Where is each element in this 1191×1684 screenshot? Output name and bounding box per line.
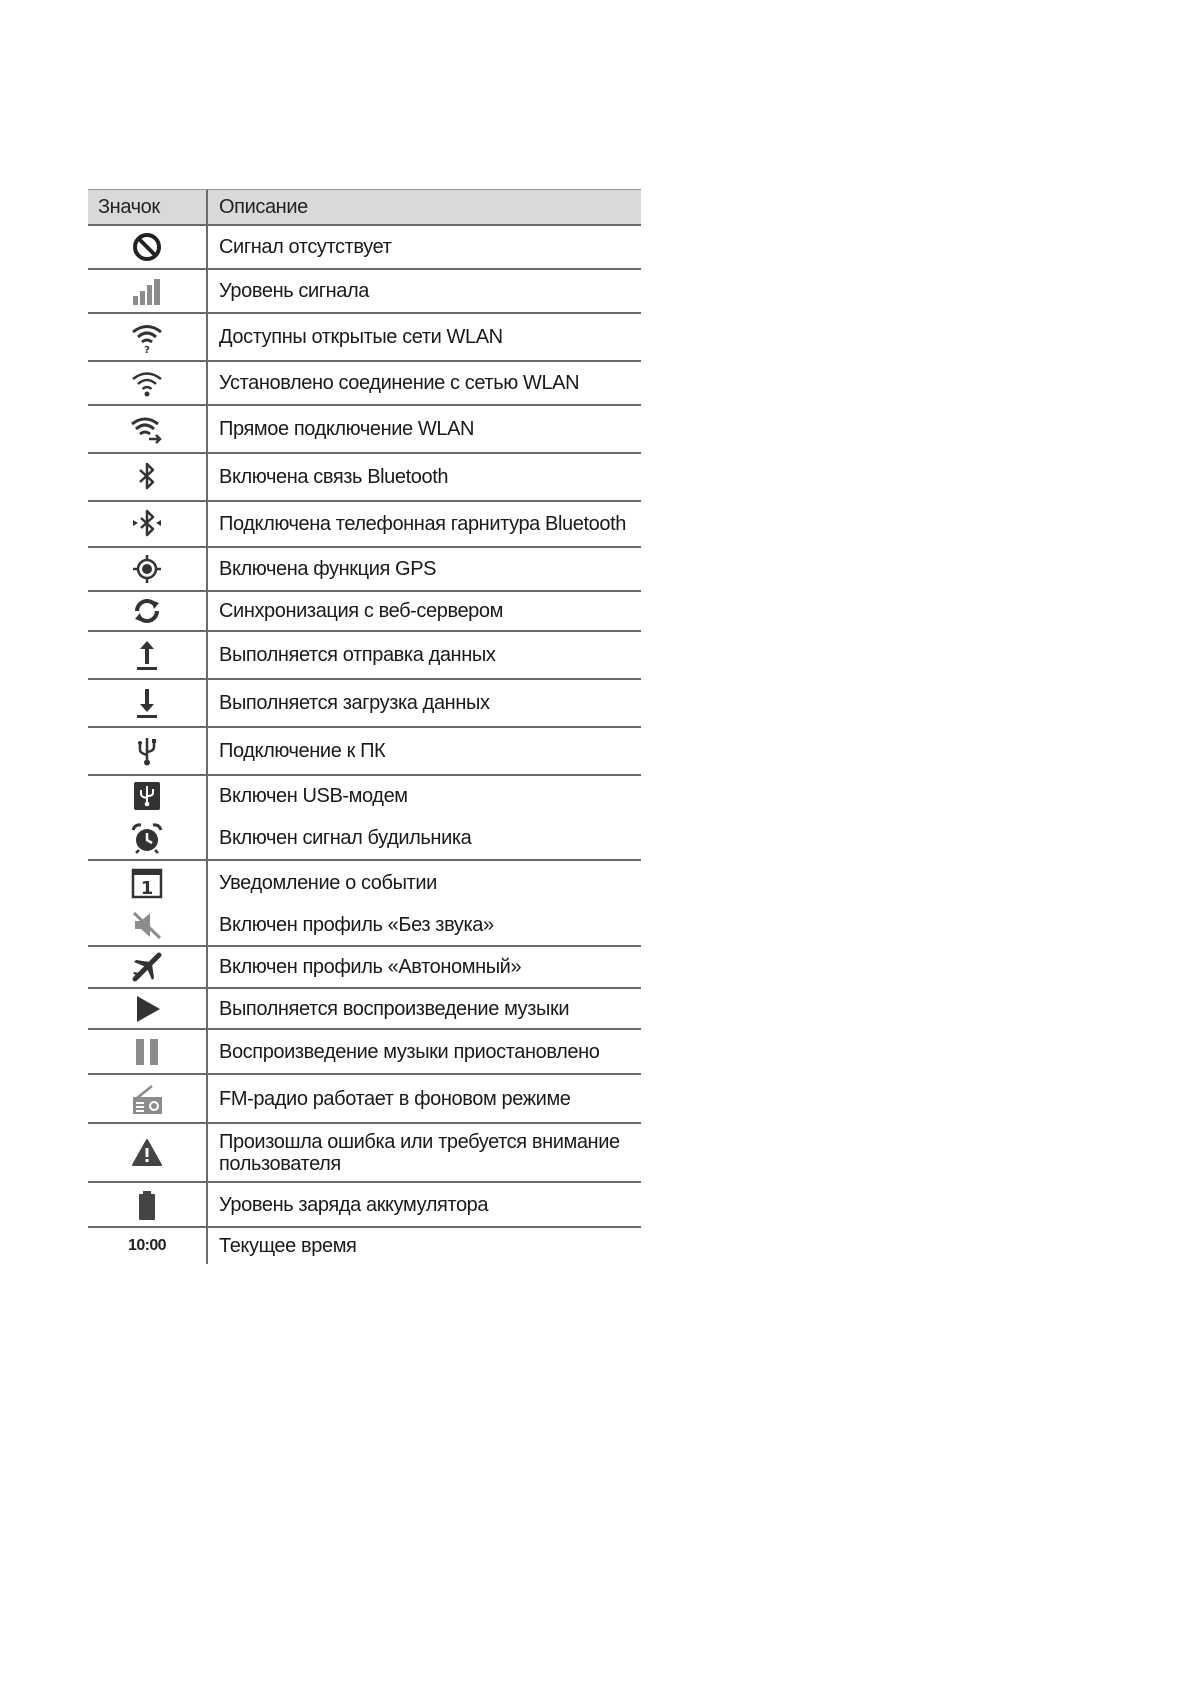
table-row — [88, 632, 641, 680]
pause-icon — [130, 1035, 164, 1069]
table-row — [88, 905, 641, 947]
airplane-icon — [130, 950, 164, 984]
table-row — [88, 680, 641, 728]
alarm-icon — [130, 821, 164, 855]
no-signal-icon — [130, 230, 164, 264]
row-description: Доступны открытые сети WLAN — [219, 326, 503, 348]
download-icon — [130, 686, 164, 720]
row-description: Включена связь Bluetooth — [219, 466, 449, 488]
table-row — [88, 1075, 641, 1124]
wifi-connected-icon — [130, 366, 164, 400]
warning-icon — [130, 1136, 164, 1170]
bluetooth-headset-icon — [130, 507, 164, 541]
table-row — [88, 776, 641, 816]
battery-icon — [130, 1188, 164, 1222]
table-row — [88, 1183, 641, 1228]
table-row — [88, 406, 641, 454]
clock-time-icon: 10:00 — [128, 1237, 166, 1254]
row-description: Сигнал отсутствует — [219, 236, 392, 258]
svg-text:1: 1 — [140, 878, 154, 899]
table-row — [88, 861, 641, 905]
gps-icon — [130, 552, 164, 586]
upload-icon — [130, 638, 164, 672]
row-description: Уведомление о событии — [219, 872, 437, 894]
row-description: Подключена телефонная гарнитура Bluetooth — [219, 513, 626, 535]
table-row — [88, 1228, 641, 1264]
table-row — [88, 989, 641, 1030]
table-row — [88, 314, 641, 362]
row-description: Включен сигнал будильника — [219, 826, 472, 849]
table-row — [88, 454, 641, 502]
table-row — [88, 226, 641, 270]
row-description: Подключение к ПК — [219, 740, 386, 762]
sync-icon — [130, 594, 164, 628]
table-row — [88, 502, 641, 548]
row-description: Воспроизведение музыки приостановлено — [219, 1040, 600, 1063]
fm-radio-icon — [130, 1082, 164, 1116]
row-description: Установлено соединение с сетью WLAN — [219, 372, 580, 394]
row-description: Прямое подключение WLAN — [219, 418, 475, 440]
table-row — [88, 1124, 641, 1183]
row-description: Включена функция GPS — [219, 558, 437, 580]
table-row — [88, 816, 641, 861]
table-row — [88, 728, 641, 776]
svg-text:?: ? — [144, 345, 150, 354]
table-row — [88, 362, 641, 406]
bluetooth-icon — [130, 460, 164, 494]
header-description-column: Описание — [219, 196, 308, 218]
table-row — [88, 270, 641, 314]
table-header-row — [88, 189, 641, 226]
table-row — [88, 548, 641, 592]
row-description: Включен профиль «Автономный» — [219, 956, 522, 978]
row-description: Выполняется отправка данных — [219, 644, 496, 666]
table-row — [88, 947, 641, 989]
row-description: Включен профиль «Без звука» — [219, 914, 494, 936]
row-description: Произошла ошибка или требуется внимание пользователя — [219, 1130, 620, 1175]
status-icons-table — [88, 189, 641, 1264]
silent-profile-icon — [130, 908, 164, 942]
row-description: Включен USB-модем — [219, 785, 408, 807]
row-description: Синхронизация с веб-сервером — [219, 600, 503, 622]
usb-modem-icon — [130, 779, 164, 813]
play-icon — [130, 992, 164, 1026]
table-row — [88, 592, 641, 632]
row-description: Выполняется загрузка данных — [219, 692, 490, 714]
wifi-open-network-icon — [130, 320, 164, 354]
row-description: Текущее время — [219, 1235, 357, 1257]
table-row — [88, 1030, 641, 1075]
event-notification-icon — [130, 866, 164, 900]
wifi-direct-icon — [130, 412, 164, 446]
row-description: Выполняется воспроизведение музыки — [219, 997, 570, 1020]
signal-strength-icon — [130, 274, 164, 308]
row-description: Уровень заряда аккумулятора — [219, 1193, 489, 1216]
row-description: Уровень сигнала — [219, 280, 370, 302]
header-icon-column: Значок — [88, 190, 208, 224]
row-description: FM-радио работает в фоновом режиме — [219, 1087, 571, 1110]
usb-icon — [130, 734, 164, 768]
